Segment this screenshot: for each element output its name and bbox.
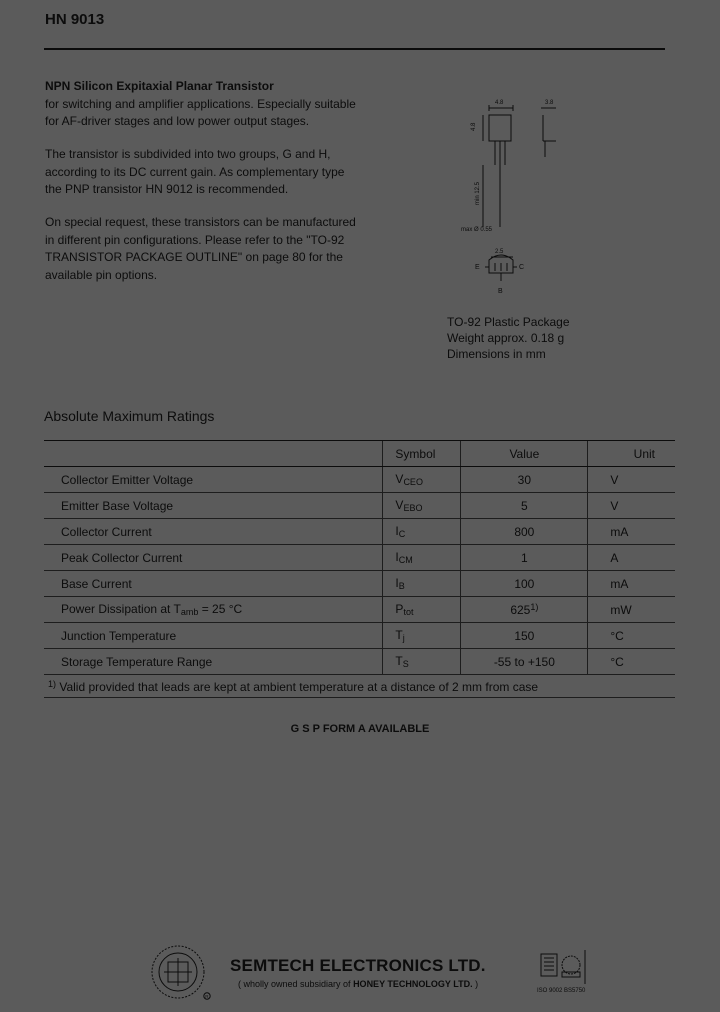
param-symbol: $T_S$ [383, 649, 461, 675]
description-line: the PNP transistor HN 9012 is recommended. [45, 182, 289, 196]
description-block-3 [45, 214, 356, 284]
param-unit: A [588, 545, 675, 571]
description-line: The transistor is subdivided into two groups, G and H, [45, 147, 331, 161]
footnote-row [44, 675, 675, 698]
package-outline-drawing [455, 95, 585, 305]
subsidiary-note: ( wholly owned subsidiary of HONEY TECHNOLOGY LTD. ) [238, 979, 479, 989]
param-value: 625$^{1)}$ [461, 597, 588, 623]
param-symbol: $I_B$ [383, 571, 461, 597]
header-value: Value [461, 441, 588, 467]
param-symbol: $V_{CEO}$ [383, 467, 461, 493]
package-line: Dimensions in mm [447, 347, 546, 361]
param-symbol: $V_{EBO}$ [383, 493, 461, 519]
table-row [44, 493, 675, 519]
header-parameter [44, 441, 383, 467]
param-value: 800 [461, 519, 588, 545]
description-block-2 [45, 146, 344, 199]
description-line: in different pin configurations. Please refer to the "TO-92 [45, 232, 345, 247]
footnote: $^{1)}$ Valid provided that leads are kept at ambient temperature at a distance of 2 mm from case [44, 675, 675, 698]
param-name: Power Dissipation at $T_{amb} = 25$ °C [44, 597, 383, 623]
param-unit: mA [588, 571, 675, 597]
param-value: -55 to +150 [461, 649, 588, 675]
dim-side-label: 3.8 [545, 100, 554, 106]
package-line: TO-92 Plastic Package [447, 315, 570, 329]
param-value: 100 [461, 571, 588, 597]
table-row [44, 649, 675, 675]
param-symbol: $I_{CM}$ [383, 545, 461, 571]
param-value: 1 [461, 545, 588, 571]
dim-height-label: 4.8 [471, 122, 477, 131]
section-title: Absolute Maximum Ratings [44, 408, 215, 424]
svg-text:R: R [205, 994, 209, 999]
gsp-notice: G S P FORM A AVAILABLE [290, 723, 430, 735]
dim-top-label: 4.8 [495, 100, 504, 106]
package-line: Weight approx. 0.18 g [447, 331, 565, 345]
param-name: Base Current [44, 571, 383, 597]
param-name: Junction Temperature [44, 623, 383, 649]
header-unit: Unit [588, 441, 675, 467]
certification-marks-icon [538, 948, 590, 988]
company-name: SEMTECH ELECTRONICS LTD. [230, 956, 486, 975]
param-name: Collector Current [44, 519, 383, 545]
pin-b-label: B [498, 288, 503, 295]
description-line: according to its DC current gain. As complementary type [45, 164, 345, 179]
table-row [44, 467, 675, 493]
param-name: Storage Temperature Range [44, 649, 383, 675]
pin-e-label: E [475, 264, 480, 271]
param-unit: °C [588, 623, 675, 649]
param-unit: mW [588, 597, 675, 623]
ratings-table [44, 440, 675, 698]
description-line: for AF-driver stages and low power output stages. [45, 114, 310, 128]
pin-c-label: C [519, 264, 525, 271]
header-symbol: Symbol [383, 441, 461, 467]
dim-lead-label: min 12.5 [475, 181, 481, 205]
param-symbol: $P_{tot}$ [383, 597, 461, 623]
dim-lead-dia-label: max Ø 0.55 [461, 227, 493, 233]
param-unit: V [588, 467, 675, 493]
param-name: Peak Collector Current [44, 545, 383, 571]
table-row [44, 597, 675, 623]
dim-pitch-label: 2.5 [495, 249, 504, 255]
description-line: for switching and amplifier applications. Especially suitable [45, 96, 356, 111]
title-rule [44, 48, 665, 50]
param-symbol: $I_C$ [383, 519, 461, 545]
table-row [44, 623, 675, 649]
iso-label: ISO 9002 BS5750 [537, 988, 586, 994]
param-unit: °C [588, 649, 675, 675]
description-block [45, 78, 356, 131]
param-symbol: $T_j$ [383, 623, 461, 649]
package-info [447, 314, 570, 362]
semtech-logo-icon [150, 944, 212, 1004]
table-row [44, 571, 675, 597]
table-header-row [44, 441, 675, 467]
table-row [44, 545, 675, 571]
param-unit: V [588, 493, 675, 519]
description-line: TRANSISTOR PACKAGE OUTLINE" on page 80 for the [45, 250, 343, 264]
param-unit: mA [588, 519, 675, 545]
param-value: 5 [461, 493, 588, 519]
param-name: Emitter Base Voltage [44, 493, 383, 519]
document-title: HN 9013 [45, 11, 105, 28]
description-line: available pin options. [45, 267, 158, 282]
table-row [44, 519, 675, 545]
param-value: 150 [461, 623, 588, 649]
description-heading: NPN Silicon Expitaxial Planar Transistor [45, 79, 274, 93]
param-value: 30 [461, 467, 588, 493]
description-line: On special request, these transistors can be manufactured [45, 215, 356, 229]
param-name: Collector Emitter Voltage [44, 467, 383, 493]
